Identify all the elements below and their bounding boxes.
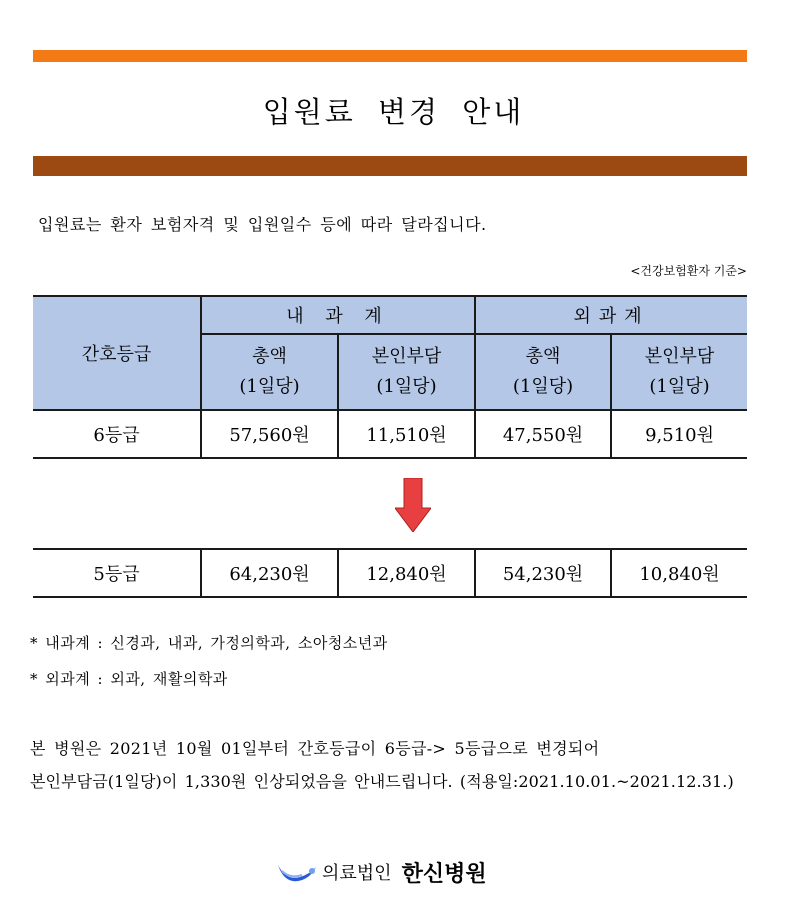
down-arrow-icon bbox=[395, 478, 431, 532]
footer-org-label: 의료법인 bbox=[322, 863, 392, 884]
column-header-total-surgical: 총액 (1일당) bbox=[475, 334, 611, 410]
value-cell: 10,840원 bbox=[611, 549, 747, 597]
note-internal-dept: * 내과계 : 신경과, 내과, 가정의학과, 소아청소년과 bbox=[30, 634, 388, 652]
grade-cell: 6등급 bbox=[33, 410, 201, 458]
hospital-logo-icon bbox=[276, 859, 318, 885]
footer-hospital-name: 한신병원 bbox=[401, 861, 487, 887]
column-header-copay-surgical: 본인부담 (1일당) bbox=[611, 334, 747, 410]
value-cell: 9,510원 bbox=[611, 410, 747, 458]
note-surgical-dept: * 외과계 : 외과, 재활의학과 bbox=[30, 670, 228, 688]
intro-text: 입원료는 환자 보험자격 및 입원일수 등에 따라 달라집니다. bbox=[38, 215, 487, 234]
value-cell: 12,840원 bbox=[338, 549, 475, 597]
notice-line-1: 본 병원은 2021년 10월 01일부터 간호등급이 6등급-> 5등급으로 변경되어 bbox=[30, 739, 600, 758]
group-header-surgical: 외과계 bbox=[475, 296, 747, 334]
value-cell: 54,230원 bbox=[475, 549, 611, 597]
grade-cell: 5등급 bbox=[33, 549, 201, 597]
fee-table-before bbox=[33, 295, 747, 459]
basis-note: <건강보험환자 기준> bbox=[630, 264, 747, 278]
grade-header: 간호등급 bbox=[33, 296, 201, 410]
top-accent-bar bbox=[33, 50, 747, 62]
notice-line-2: 본인부담금(1일당)이 1,330원 인상되었음을 안내드립니다. (적용일:2021.10.01.~2021.12.31.) bbox=[30, 772, 734, 791]
group-header-internal: 내 과 계 bbox=[201, 296, 475, 334]
value-cell: 57,560원 bbox=[201, 410, 338, 458]
table-row bbox=[33, 549, 747, 597]
column-header-copay-internal: 본인부담 (1일당) bbox=[338, 334, 475, 410]
page-title: 입원료 변경 안내 bbox=[262, 95, 525, 129]
title-underline-bar bbox=[33, 156, 747, 176]
column-header-total-internal: 총액 (1일당) bbox=[201, 334, 338, 410]
footer-logo bbox=[276, 855, 487, 889]
table-row bbox=[33, 410, 747, 458]
value-cell: 64,230원 bbox=[201, 549, 338, 597]
value-cell: 47,550원 bbox=[475, 410, 611, 458]
fee-table-after bbox=[33, 548, 747, 598]
value-cell: 11,510원 bbox=[338, 410, 475, 458]
